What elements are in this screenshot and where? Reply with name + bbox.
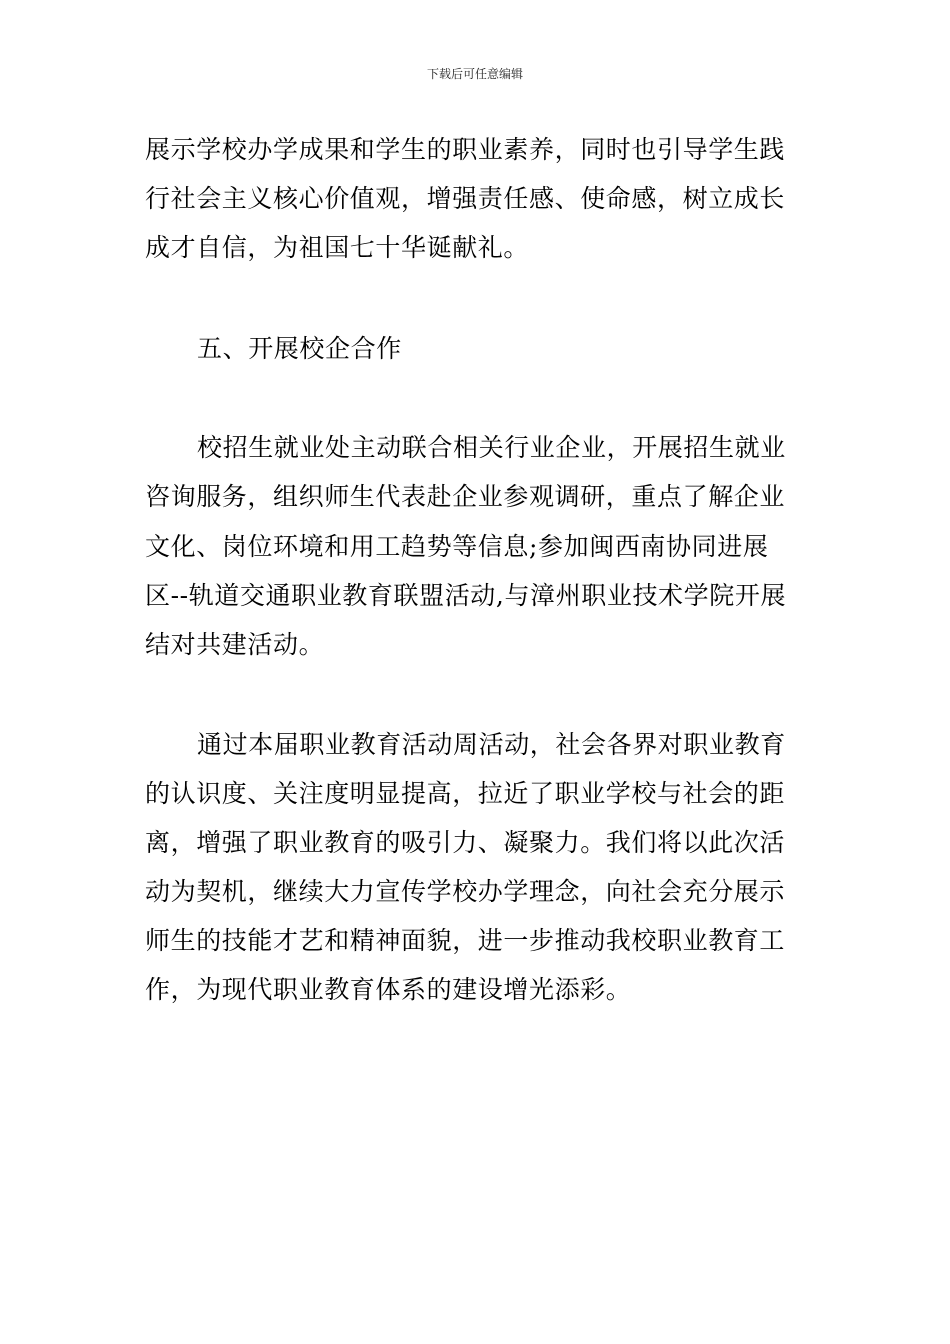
paragraph-line: 结对共建活动。 xyxy=(145,630,325,659)
paragraph-line: 的认识度、关注度明显提高，拉近了职业学校与社会的距 xyxy=(145,779,786,808)
page-header-note: 下载后可任意编辑 xyxy=(426,67,523,81)
paragraph-line: 区--轨道交通职业教育联盟活动,与漳州职业技术学院开展 xyxy=(145,581,787,610)
paragraph-line: 作，为现代职业教育体系的建设增光添彩。 xyxy=(145,975,632,1004)
paragraph-line: 展示学校办学成果和学生的职业素养，同时也引导学生践 xyxy=(145,135,786,164)
paragraph-line: 文化、岗位环境和用工趋势等信息;参加闽西南协同进展 xyxy=(145,532,769,561)
paragraph-line: 师生的技能才艺和精神面貌，进一步推动我校职业教育工 xyxy=(145,926,786,955)
paragraph-line: 成才自信，为祖国七十华诞献礼。 xyxy=(145,233,530,262)
paragraph-line: 动为契机，继续大力宣传学校办学理念，向社会充分展示 xyxy=(145,877,786,906)
paragraph-line: 校招生就业处主动联合相关行业企业，开展招生就业 xyxy=(197,433,786,462)
section-heading: 五、开展校企合作 xyxy=(197,334,402,363)
paragraph-line: 通过本届职业教育活动周活动，社会各界对职业教育 xyxy=(197,730,786,759)
paragraph-line: 离，增强了职业教育的吸引力、凝聚力。我们将以此次活 xyxy=(145,828,786,857)
paragraph-line: 行社会主义核心价值观，增强责任感、使命感，树立成长 xyxy=(145,184,786,213)
paragraph-line: 咨询服务，组织师生代表赴企业参观调研，重点了解企业 xyxy=(145,482,786,511)
